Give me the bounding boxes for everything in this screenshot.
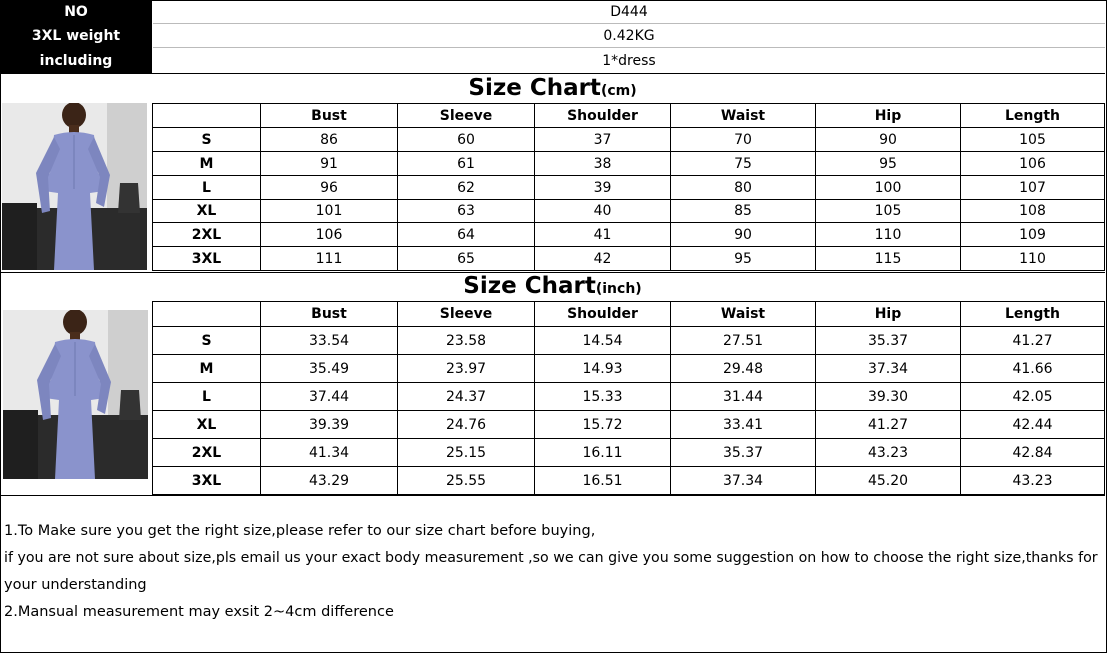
size-cell: 3XL	[153, 247, 261, 271]
value-cell: 91	[261, 152, 398, 176]
value-cell: 40	[535, 200, 671, 223]
table-row	[153, 327, 1105, 355]
size-cell: 2XL	[153, 439, 261, 467]
value-cell: 41.27	[961, 327, 1105, 355]
value-cell: 106	[261, 223, 398, 247]
including-value: 1*dress	[602, 52, 656, 69]
value-cell: 41.66	[961, 355, 1105, 383]
value-cell: 110	[816, 223, 961, 247]
value-cell: 95	[816, 152, 961, 176]
size-cell: XL	[153, 200, 261, 223]
value-cell: 38	[535, 152, 671, 176]
value-cell: 23.97	[398, 355, 535, 383]
value-cell: 109	[961, 223, 1105, 247]
column-header-bust: Bust	[261, 104, 398, 128]
value-cell: 107	[961, 176, 1105, 200]
value-cell: 43.23	[961, 467, 1105, 495]
table-row	[153, 152, 1105, 176]
value-cell: 43.29	[261, 467, 398, 495]
value-cell: 35.37	[816, 327, 961, 355]
table-row	[153, 439, 1105, 467]
table-row	[153, 411, 1105, 439]
size-cell: S	[153, 128, 261, 152]
value-cell: 101	[261, 200, 398, 223]
table-row	[153, 467, 1105, 495]
value-cell: 27.51	[671, 327, 816, 355]
table-row	[153, 247, 1105, 271]
value-cell: 90	[816, 128, 961, 152]
value-cell: 25.55	[398, 467, 535, 495]
value-cell: 39	[535, 176, 671, 200]
table-header-row	[153, 104, 1105, 128]
value-cell: 39.39	[261, 411, 398, 439]
size-cell: S	[153, 327, 261, 355]
value-cell: 37.34	[816, 355, 961, 383]
value-cell: 41.34	[261, 439, 398, 467]
value-cell: 16.11	[535, 439, 671, 467]
value-cell: 100	[816, 176, 961, 200]
chart-unit-inch: (inch)	[595, 281, 642, 297]
value-cell: 37.44	[261, 383, 398, 411]
column-header-hip: Hip	[816, 302, 961, 327]
value-cell: 33.41	[671, 411, 816, 439]
value-cell: 64	[398, 223, 535, 247]
column-header-shoulder: Shoulder	[535, 302, 671, 327]
value-cell: 42.84	[961, 439, 1105, 467]
note-line: 2.Mansual measurement may exsit 2~4cm difference	[4, 604, 394, 620]
value-cell: 42.44	[961, 411, 1105, 439]
product-number-label: NO	[0, 0, 152, 24]
column-header-waist: Waist	[671, 104, 816, 128]
table-row	[153, 223, 1105, 247]
size-chart-cm-title	[0, 74, 1105, 105]
value-cell: 24.37	[398, 383, 535, 411]
value-cell: 15.72	[535, 411, 671, 439]
column-header-waist: Waist	[671, 302, 816, 327]
value-cell: 29.48	[671, 355, 816, 383]
note-line: 1.To Make sure you get the right size,please refer to our size chart before buying,	[4, 523, 596, 539]
value-cell: 90	[671, 223, 816, 247]
value-cell: 86	[261, 128, 398, 152]
size-table-inch	[152, 301, 1105, 495]
value-cell: 35.37	[671, 439, 816, 467]
value-cell: 23.58	[398, 327, 535, 355]
value-cell: 35.49	[261, 355, 398, 383]
product-photo-cm	[2, 103, 147, 270]
value-cell: 14.93	[535, 355, 671, 383]
value-cell: 42.05	[961, 383, 1105, 411]
table-header-row	[153, 302, 1105, 327]
value-cell: 61	[398, 152, 535, 176]
value-cell: 42	[535, 247, 671, 271]
weight-value: 0.42KG	[153, 24, 1105, 48]
value-cell: 37.34	[671, 467, 816, 495]
size-cell: M	[153, 355, 261, 383]
value-cell: 15.33	[535, 383, 671, 411]
product-photo-inch	[3, 310, 148, 479]
value-cell: 37	[535, 128, 671, 152]
value-cell: 39.30	[816, 383, 961, 411]
table-row	[153, 200, 1105, 223]
column-header-hip: Hip	[816, 104, 961, 128]
value-cell: 14.54	[535, 327, 671, 355]
table-row	[153, 176, 1105, 200]
column-header-length: Length	[961, 302, 1105, 327]
column-header-sleeve: Sleeve	[398, 302, 535, 327]
product-number-value: D444	[153, 0, 1105, 24]
value-cell: 25.15	[398, 439, 535, 467]
column-header-bust: Bust	[261, 302, 398, 327]
note-line: your understanding	[4, 577, 147, 593]
value-cell: 60	[398, 128, 535, 152]
value-cell: 75	[671, 152, 816, 176]
value-cell: 41.27	[816, 411, 961, 439]
value-cell: 80	[671, 176, 816, 200]
value-cell: 95	[671, 247, 816, 271]
value-cell: 41	[535, 223, 671, 247]
including-row	[0, 48, 1105, 73]
weight-row	[0, 24, 1105, 48]
size-cell: L	[153, 176, 261, 200]
table-row	[153, 355, 1105, 383]
table-row	[153, 128, 1105, 152]
size-cell: L	[153, 383, 261, 411]
value-cell: 110	[961, 247, 1105, 271]
value-cell: 43.23	[816, 439, 961, 467]
chart-title-text: Size Chart	[463, 273, 596, 299]
column-header	[153, 104, 261, 128]
size-cell: M	[153, 152, 261, 176]
value-cell: 105	[961, 128, 1105, 152]
chart-unit-cm: (cm)	[600, 83, 637, 99]
value-cell: 70	[671, 128, 816, 152]
value-cell: 96	[261, 176, 398, 200]
weight-label: 3XL weight	[0, 24, 152, 48]
value-cell: 65	[398, 247, 535, 271]
value-cell: 111	[261, 247, 398, 271]
value-cell: 45.20	[816, 467, 961, 495]
size-cell: 3XL	[153, 467, 261, 495]
value-cell: 62	[398, 176, 535, 200]
column-header-sleeve: Sleeve	[398, 104, 535, 128]
size-cell: XL	[153, 411, 261, 439]
column-header-length: Length	[961, 104, 1105, 128]
size-table-cm	[152, 103, 1105, 271]
value-cell: 108	[961, 200, 1105, 223]
value-cell: 85	[671, 200, 816, 223]
value-cell: 31.44	[671, 383, 816, 411]
chart-title-text: Size Chart	[468, 75, 601, 101]
value-cell: 106	[961, 152, 1105, 176]
product-number-row	[0, 0, 1105, 24]
column-header-shoulder: Shoulder	[535, 104, 671, 128]
including-label: including	[0, 48, 152, 73]
size-notes	[4, 518, 1104, 626]
table-row	[153, 383, 1105, 411]
size-cell: 2XL	[153, 223, 261, 247]
value-cell: 33.54	[261, 327, 398, 355]
value-cell: 16.51	[535, 467, 671, 495]
value-cell: 63	[398, 200, 535, 223]
size-chart-inch-title	[0, 272, 1105, 303]
value-cell: 105	[816, 200, 961, 223]
column-header	[153, 302, 261, 327]
model-dress-image	[2, 103, 147, 270]
model-dress-image	[3, 310, 148, 479]
value-cell: 115	[816, 247, 961, 271]
note-line: if you are not sure about size,pls email us your exact body measurement ,so we can give you some suggestion on how to choose the right size,thanks for	[4, 550, 1098, 566]
value-cell: 24.76	[398, 411, 535, 439]
